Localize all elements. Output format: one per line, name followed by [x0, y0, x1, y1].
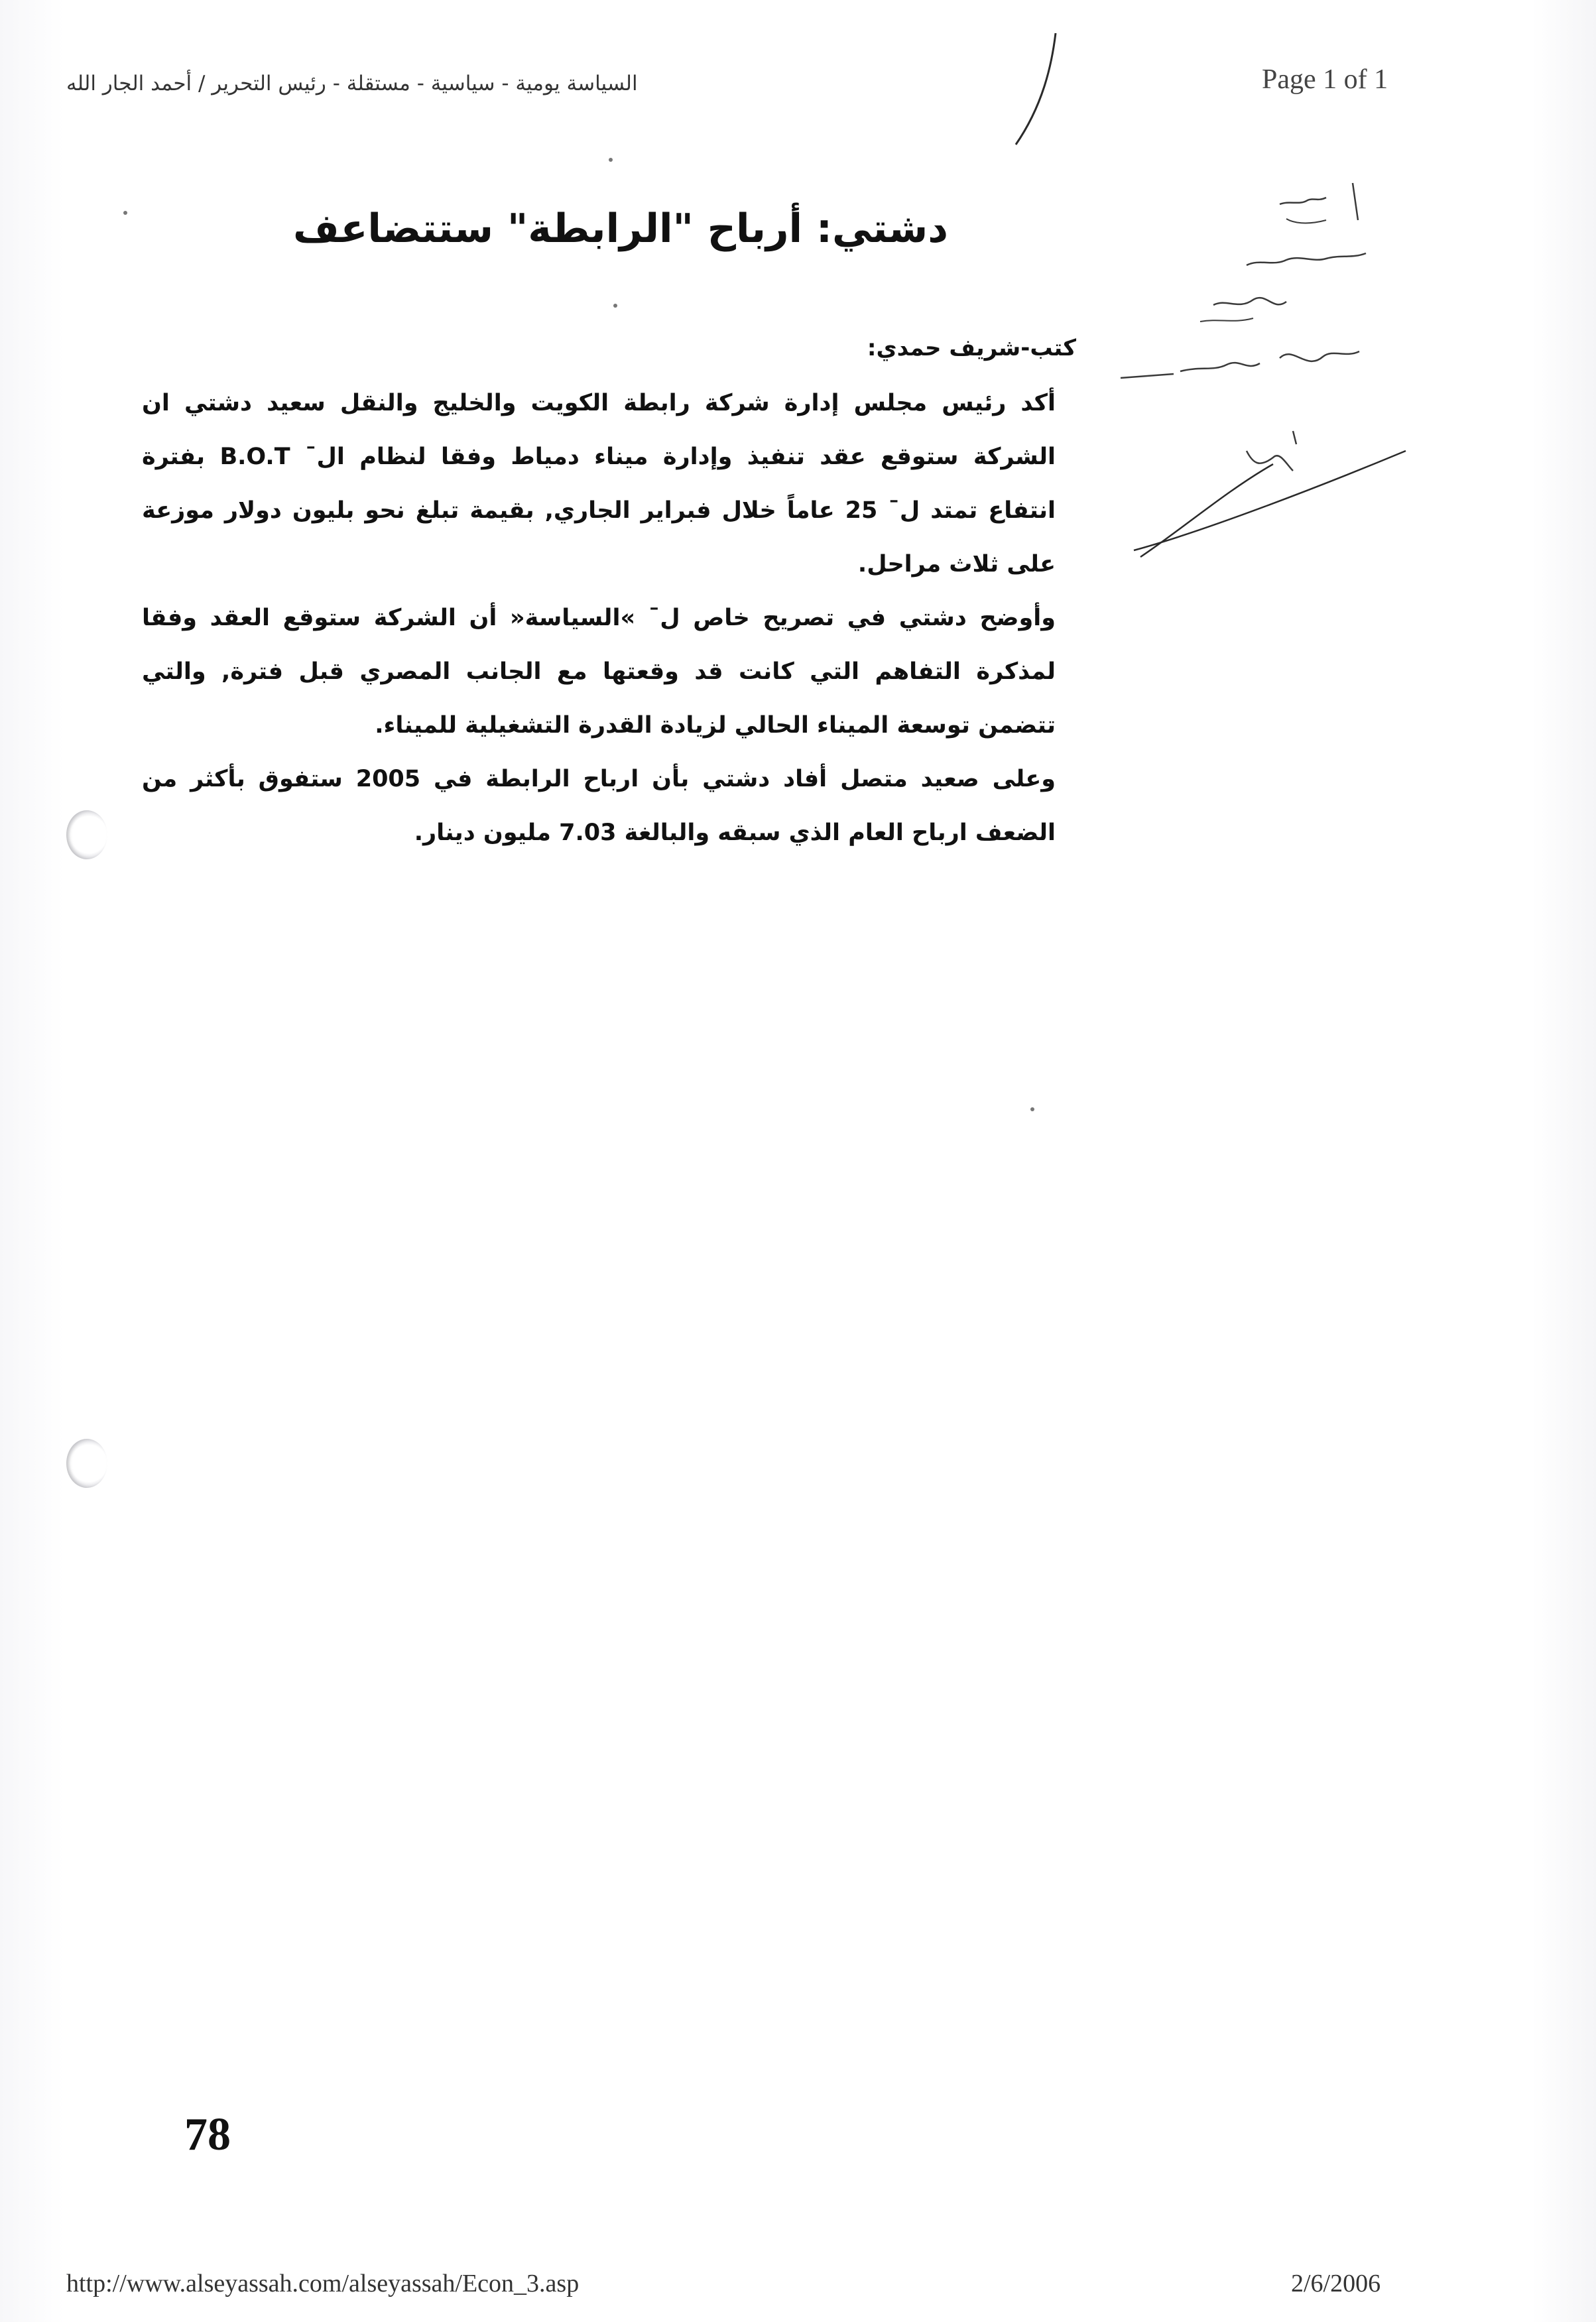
punch-hole — [66, 1439, 107, 1488]
article-body — [142, 377, 1056, 860]
punch-hole — [66, 810, 107, 859]
page-info: Page 1 of 1 — [1262, 64, 1388, 95]
footer-url: http://www.alseyassah.com/alseyassah/Econ_3.asp — [66, 2270, 580, 2297]
page-number: 78 — [184, 2109, 231, 2160]
paragraph: وعلى صعيد متصل أفاد دشتي بأن ارباح الرابطة في 2005 ستفوق بأكثر من الضعف ارباح العام الذي سبقه والبالغة 7.03 مليون دينار. — [142, 766, 1056, 846]
article-title: دشتي: أرباح "الرابطة" ستتضاعف — [292, 206, 948, 252]
scan-speck — [613, 304, 617, 308]
footer-date: 2/6/2006 — [1291, 2270, 1381, 2297]
handwritten-annotation — [995, 27, 1499, 583]
scan-speck — [609, 158, 613, 162]
article-byline: كتب-شريف حمدي: — [867, 335, 1076, 361]
header-breadcrumb: السياسة يومية - سياسية - مستقلة - رئيس التحرير / أحمد الجار الله — [66, 72, 638, 95]
paragraph: وأوضح دشتي في تصريح خاص ل¯ »السياسة« أن الشركة ستوقع العقد وفقا لمذكرة التفاهم التي كانت قد وقعتها مع الجانب المصري قبل فترة, والتي تتضمن توسعة الميناء الحالي لزيادة القدرة التشغيلية للميناء. — [142, 605, 1056, 739]
scan-speck — [123, 211, 127, 215]
paragraph: أكد رئيس مجلس إدارة شركة رابطة الكويت والخليج والنقل سعيد دشتي ان الشركة ستوقع عقد تنفيذ وإدارة ميناء دمياط وفقا لنظام ال¯ B.O.T بفترة انتفاع تمتد ل¯ 25 عاماً خلال فبراير الجاري, بقيمة تبلغ نحو بليون دولار موزعة على ثلاث مراحل. — [142, 390, 1056, 578]
scan-speck — [1030, 1107, 1034, 1111]
